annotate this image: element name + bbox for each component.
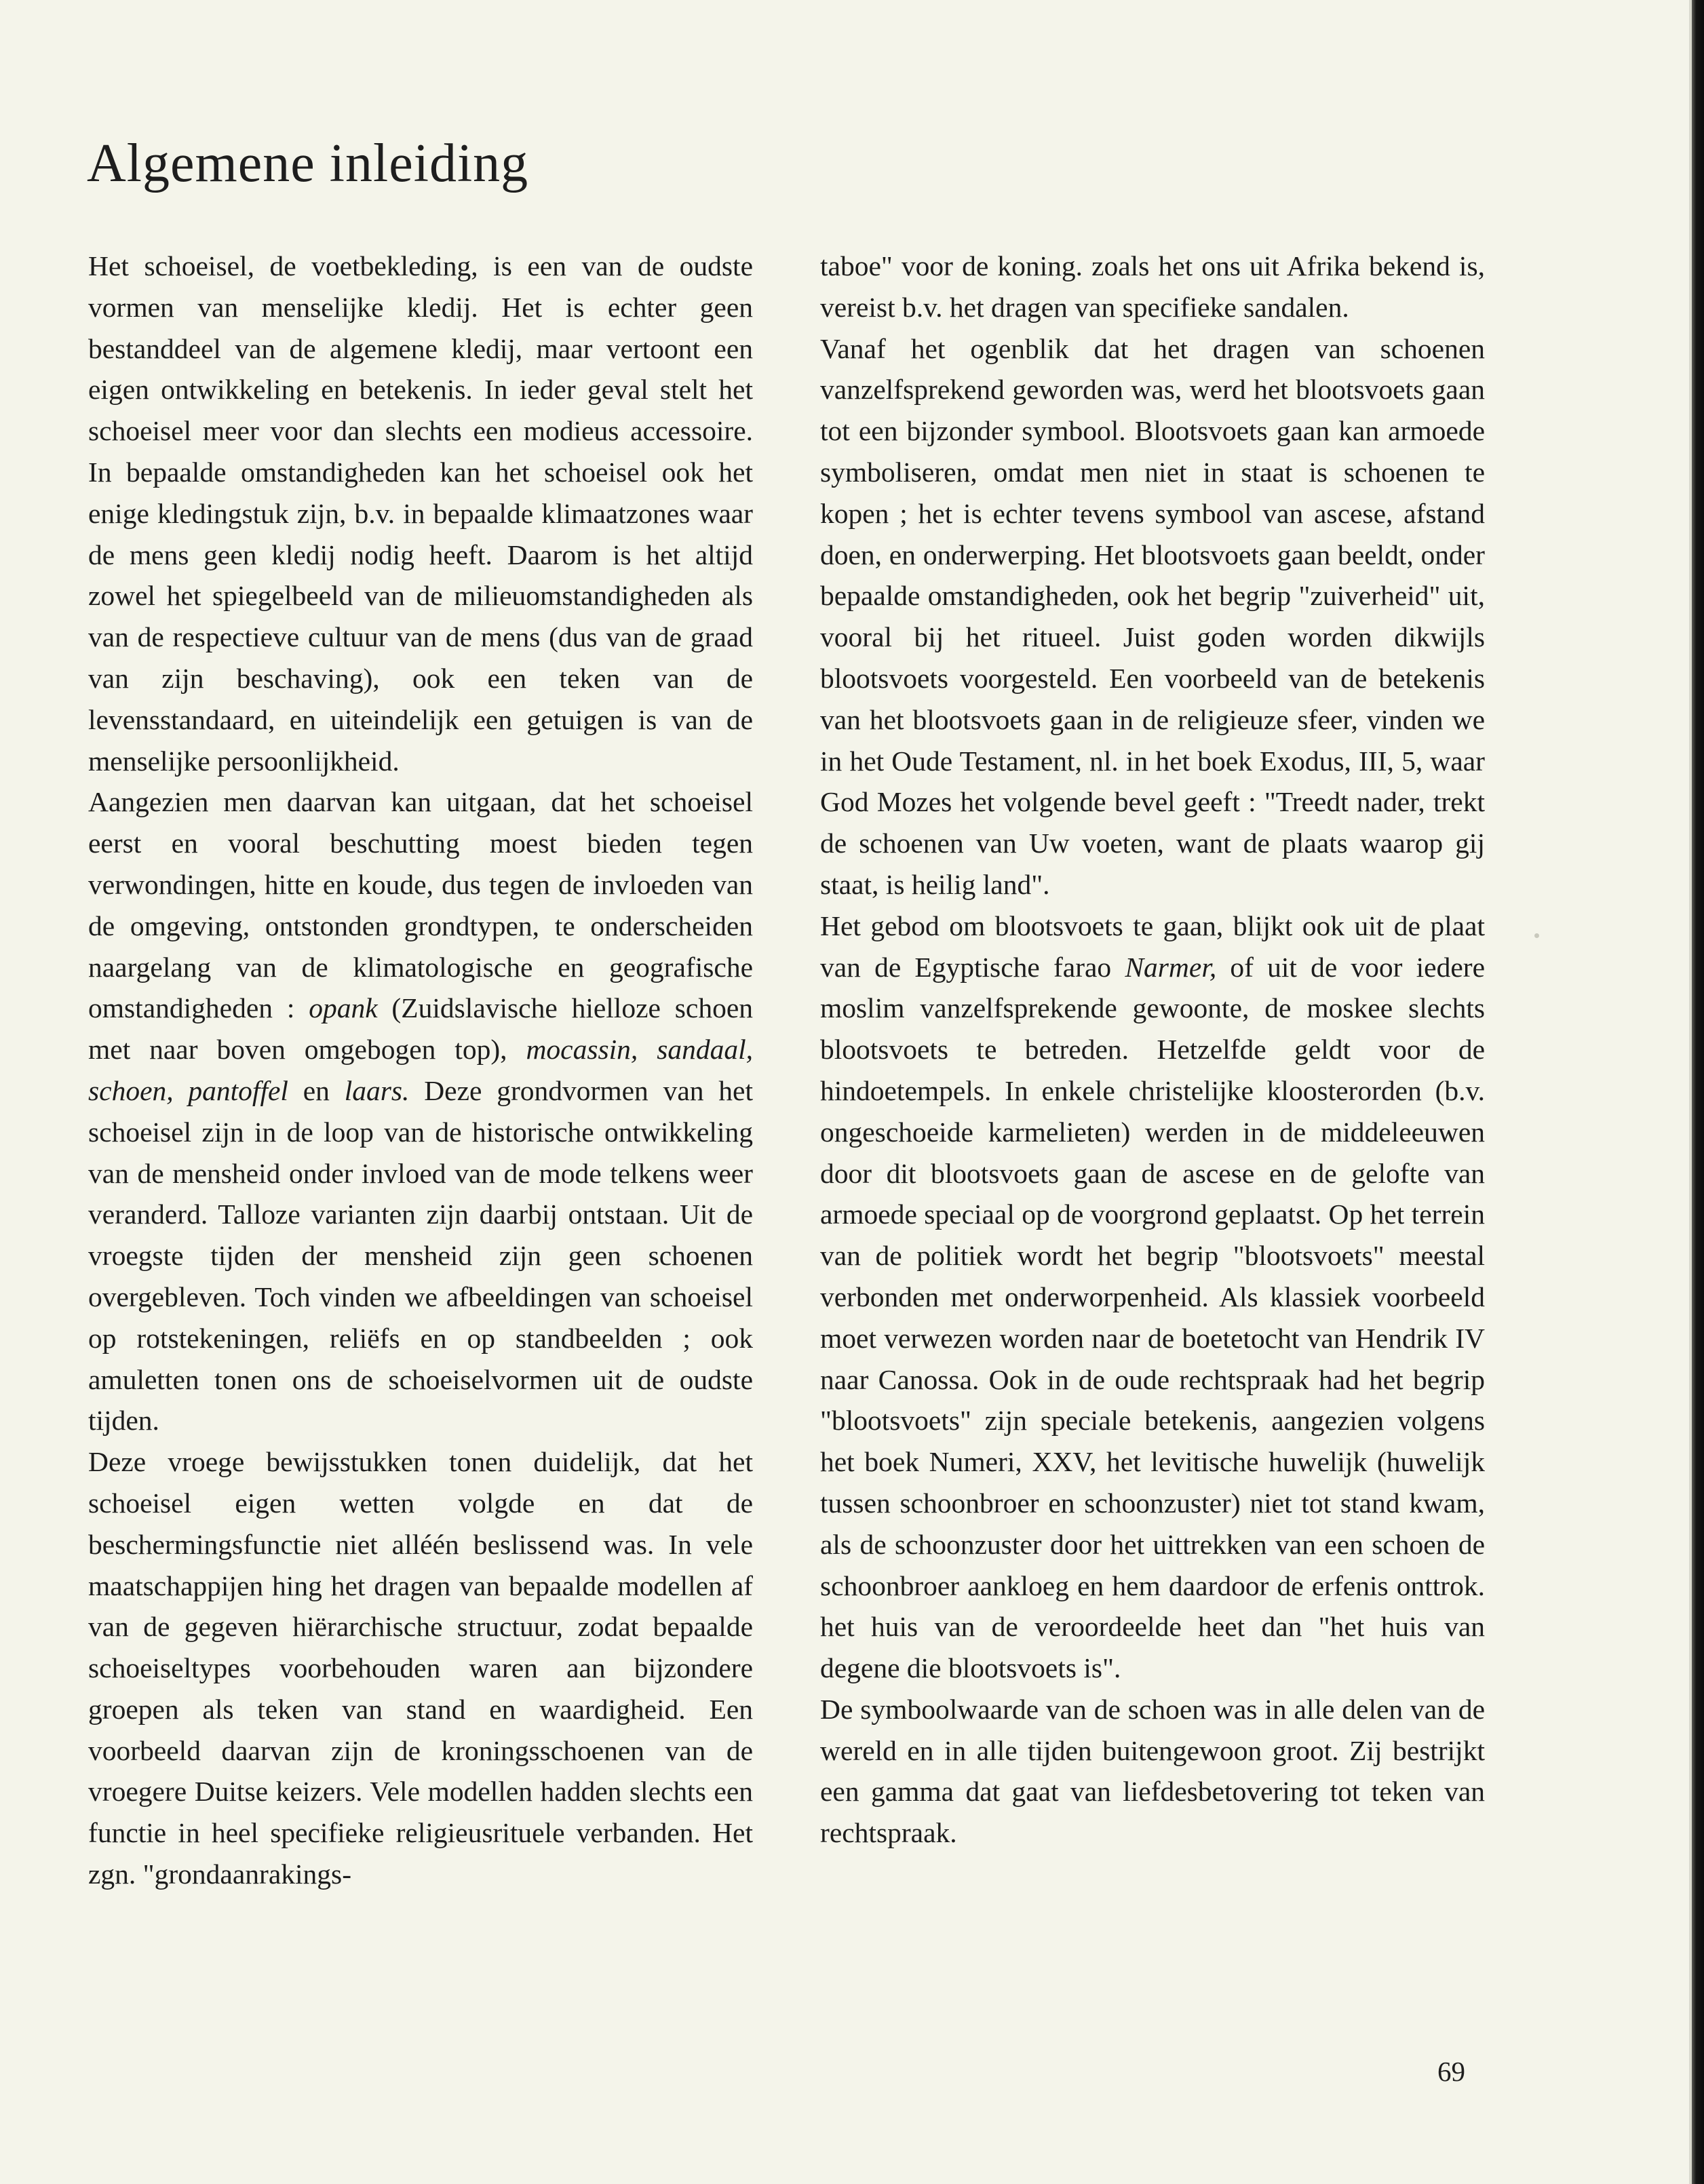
- left-text-column: [88, 246, 753, 1895]
- italic-term: mocassin, sandaal, schoen, pantoffel: [88, 1034, 753, 1106]
- scan-edge-shadow: [1692, 0, 1704, 2184]
- text-run: Aangezien men daarvan kan uitgaan, dat het schoeisel eerst en vooral beschutting moest bieden tegen verwondingen, hitte en koude, dus tegen de invloeden van de omgeving, ontstonden grondtypen, te onderscheiden naargelang van de klimatologische en geografische omstandigheden :: [88, 786, 753, 1024]
- italic-term: laars.: [344, 1074, 410, 1106]
- paragraph: taboe" voor de koning. zoals het ons uit Afrika bekend is, vereist b.v. het dragen van specifieke sandalen.: [820, 250, 1485, 323]
- italic-term: opank: [309, 992, 378, 1024]
- text-run: Deze grondvormen van het schoeisel zijn in de loop van de historische ontwikkeling van de mensheid onder invloed van de mode telkens weer veranderd. Talloze varianten zijn daarbij ontstaan. Uit de vroegste tijden der mensheid zijn geen schoenen overgebleven. Toch vinden we afbeeldingen van schoeisel op rotstekeningen, reliëfs en op standbeelden ; ook amuletten tonen ons de schoeiselvormen uit de oudste tijden.: [88, 1074, 754, 1437]
- paper-speck: [1534, 933, 1539, 938]
- paragraph: Het schoeisel, de voetbekleding, is een van de oudste vormen van menselijke kledij. Het is echter geen bestanddeel van de algemene kledij, maar vertoont een eigen ontwikkeling en betekenis. In ieder geval stelt het schoeisel meer voor dan slechts een modieus accessoire. In bepaalde omstandigheden kan het schoeisel ook het enige kledingstuk zijn, b.v. in bepaalde klimaatzones waar de mens geen kledij nodig heeft. Daarom is het altijd zowel het spiegelbeeld van de milieuomstandigheden als van de respectieve cultuur van de mens (dus van de graad van zijn beschaving), ook een teken van de levensstandaard, en uiteindelijk een getuigen is van de menselijke persoonlijkheid.: [88, 250, 753, 777]
- italic-term: Narmer,: [1125, 951, 1217, 983]
- paragraph: [820, 905, 1485, 1689]
- right-text-column: [820, 246, 1485, 1854]
- text-run: (Zuidslavische hielloze schoen met naar boven omgebogen top),: [88, 992, 753, 1066]
- page-title: Algemene inleiding: [87, 134, 529, 193]
- text-run: en: [288, 1074, 345, 1106]
- paragraph: De symboolwaarde van de schoen was in alle delen van de wereld en in alle tijden buitengewoon groot. Zij bestrijkt een gamma dat gaat van liefdesbetovering tot teken van rechtspraak.: [820, 1693, 1485, 1849]
- page-number: 69: [1437, 2056, 1465, 2087]
- text-run: of uit de voor iedere moslim vanzelfsprekende gewoonte, de moskee slechts blootsvoets te betreden. Hetzelfde geldt voor de hindoetempels. In enkele christelijke kloosterorden (b.v. ongeschoeide karmelieten) werden in de middeleeuwen door dit blootsvoets gaan de ascese en de gelofte van armoede speciaal op de voorgrond geplaatst. Op het terrein van de politiek wordt het begrip "blootsvoets" meestal verbonden met onderworpenheid. Als klassiek voorbeeld moet verwezen worden naar de boetetocht van Hendrik IV naar Canossa. Ook in de oude rechtspraak had het begrip "blootsvoets" zijn speciale betekenis, aangezien volgens het boek Numeri, XXV, het levitische huwelijk (huwelijk tussen schoonbroer en schoonzuster) niet tot stand kwam, als de schoonzuster door het uittrekken van een schoen de schoonbroer aankloeg en hem daardoor de erfenis onttrok. het huis van de veroordeelde heet dan "het huis van degene die blootsvoets is".: [820, 951, 1486, 1684]
- paragraph: Vanaf het ogenblik dat het dragen van schoenen vanzelfsprekend geworden was, werd het blootsvoets gaan tot een bijzonder symbool. Blootsvoets gaan kan armoede symboliseren, omdat men niet in staat is schoenen te kopen ; het is echter tevens symbool van ascese, afstand doen, en onderwerping. Het blootsvoets gaan beeldt, onder bepaalde omstandigheden, ook het begrip "zuiverheid" uit, vooral bij het ritueel. Juist goden worden dikwijls blootsvoets voorgesteld. Een voorbeeld van de betekenis van het blootsvoets gaan in de religieuze sfeer, vinden we in het Oude Testament, nl. in het boek Exodus, III, 5, waar God Mozes het volgende bevel geeft : "Treedt nader, trekt de schoenen van Uw voeten, want de plaats waarop gij staat, is heilig land".: [820, 332, 1485, 900]
- paragraph: [88, 781, 753, 1441]
- text-run: Het gebod om blootsvoets te gaan, blijkt ook uit de plaat van de Egyptische farao: [820, 910, 1485, 983]
- paragraph: Deze vroege bewijsstukken tonen duidelijk, dat het schoeisel eigen wetten volgde en dat de beschermingsfunctie niet alléén beslissend was. In vele maatschappijen hing het dragen van bepaalde modellen af van de gegeven hiërarchische structuur, zodat bepaalde schoeiseltypes voorbehouden waren aan bijzondere groepen als teken van stand en waardigheid. Een voorbeeld daarvan zijn de kroningsschoenen van de vroegere Duitse keizers. Vele modellen hadden slechts een functie in heel specifieke religieusrituele verbanden. Het zgn. "grondaanrakings-: [88, 1446, 753, 1890]
